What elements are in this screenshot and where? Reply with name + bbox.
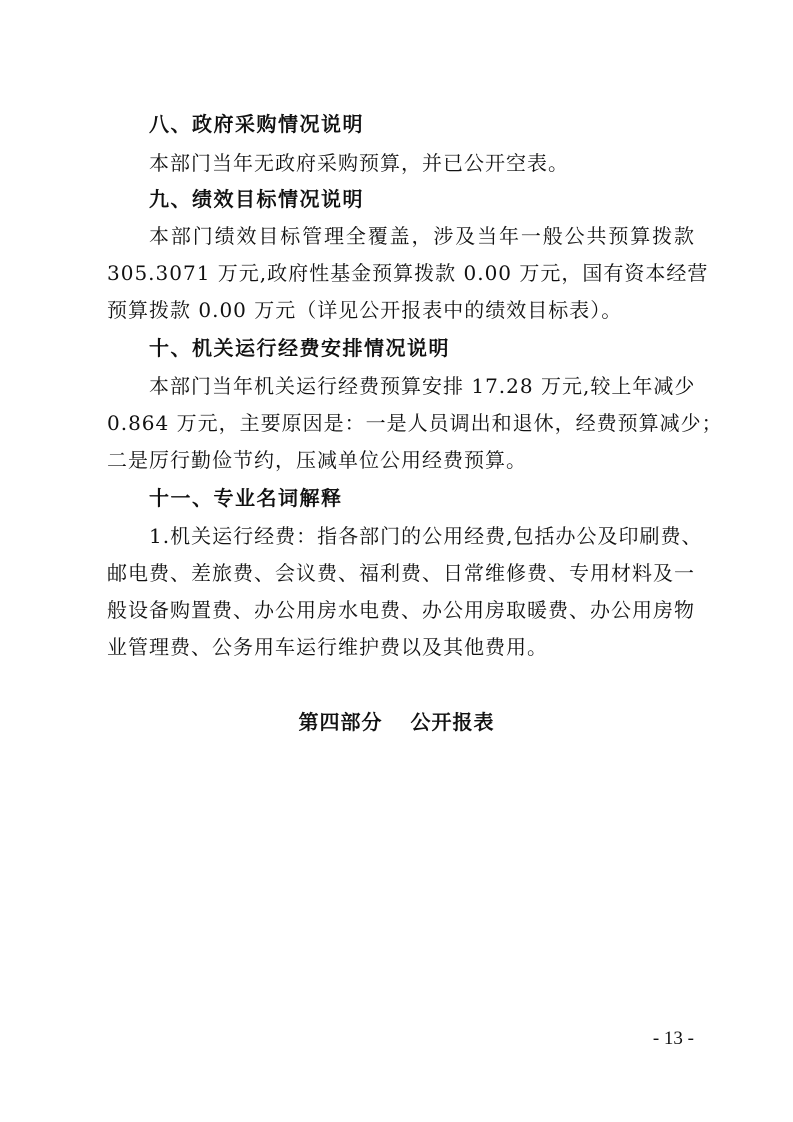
section-heading-performance: 九、绩效目标情况说明 bbox=[149, 187, 364, 211]
section-heading-procurement: 八、政府采购情况说明 bbox=[149, 112, 364, 136]
paragraph-line: 305.3071 万元,政府性基金预算拨款 0.00 万元，国有资本经营 bbox=[107, 261, 709, 285]
paragraph-line: 邮电费、差旅费、会议费、福利费、日常维修费、专用材料及一 bbox=[107, 561, 695, 585]
paragraph-line: 本部门当年机关运行经费预算安排 17.28 万元,较上年减少 bbox=[149, 374, 696, 398]
paragraph-line: 0.864 万元，主要原因是：一是人员调出和退休，经费预算减少； bbox=[107, 411, 723, 435]
paragraph-line: 预算拨款 0.00 万元（详见公开报表中的绩效目标表）。 bbox=[107, 298, 623, 322]
paragraph-line: 二是厉行勤俭节约，压减单位公用经费预算。 bbox=[107, 448, 527, 472]
section-heading-glossary: 十一、专业名词解释 bbox=[149, 486, 343, 510]
part-title bbox=[0, 706, 793, 735]
paragraph-line: 本部门绩效目标管理全覆盖，涉及当年一般公共预算拨款 bbox=[149, 224, 695, 248]
paragraph-line: 业管理费、公务用车运行维护费以及其他费用。 bbox=[107, 635, 548, 659]
paragraph-line: 本部门当年无政府采购预算，并已公开空表。 bbox=[149, 151, 569, 175]
paragraph-line: 般设备购置费、办公用房水电费、办公用房取暖费、办公用房物 bbox=[107, 598, 695, 622]
section-heading-operating-expenses: 十、机关运行经费安排情况说明 bbox=[149, 336, 450, 360]
part-number: 第四部分 bbox=[298, 710, 383, 734]
page-number: - 13 - bbox=[652, 1028, 694, 1049]
paragraph-line: 1.机关运行经费：指各部门的公用经费,包括办公及印刷费、 bbox=[149, 524, 703, 548]
part-name: 公开报表 bbox=[410, 710, 495, 734]
